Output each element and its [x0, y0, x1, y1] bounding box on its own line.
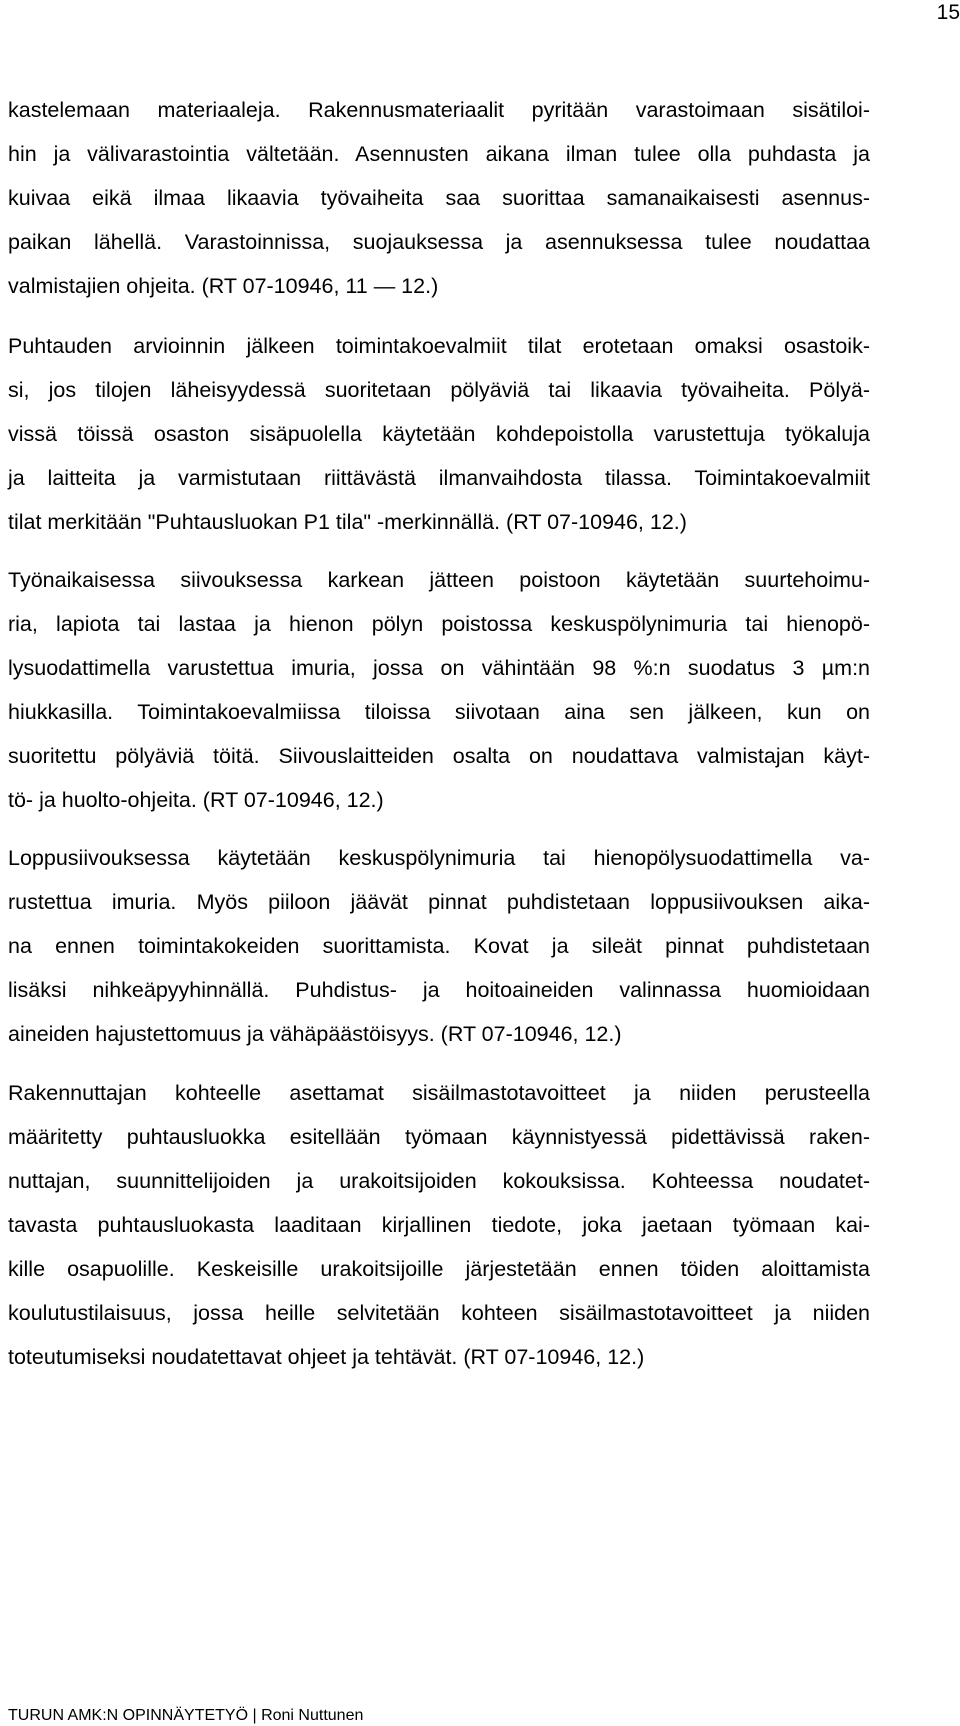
text-line: koulutustilaisuus, jossa heille selvitetään kohteen sisäilmastotavoitteet ja niiden	[8, 1301, 870, 1325]
text-line: Rakennuttajan kohteelle asettamat sisäilmastotavoitteet ja niiden perusteella	[8, 1081, 870, 1105]
page-number: 15	[936, 1, 960, 24]
text-line: toteutumiseksi noudatettavat ohjeet ja tehtävät. (RT 07-10946, 12.)	[8, 1345, 645, 1369]
text-line: tavasta puhtausluokasta laaditaan kirjallinen tiedote, joka jaetaan työmaan kai-	[8, 1213, 870, 1237]
text-line: valmistajien ohjeita. (RT 07-10946, 11 — 12.)	[8, 274, 439, 298]
text-line: suoritettu pölyäviä töitä. Siivouslaitteiden osalta on noudattava valmistajan käyt-	[8, 744, 870, 768]
text-line: kille osapuolille. Keskeisille urakoitsijoille järjestetään ennen töiden aloittamista	[8, 1257, 870, 1281]
text-line: ria, lapiota tai lastaa ja hienon pölyn poistossa keskuspölynimuria tai hienopö-	[8, 612, 870, 636]
text-line: tilat merkitään "Puhtausluokan P1 tila" -merkinnällä. (RT 07-10946, 12.)	[8, 510, 687, 534]
text-line: kuivaa eikä ilmaa likaavia työvaiheita saa suorittaa samanaikaisesti asennus-	[8, 186, 870, 210]
text-line: vissä töissä osaston sisäpuolella käytetään kohdepoistolla varustettuja työkaluja	[8, 422, 870, 446]
text-line: lisäksi nihkeäpyyhinnällä. Puhdistus- ja hoitoaineiden valinnassa huomioidaan	[8, 978, 870, 1002]
text-line: Puhtauden arvioinnin jälkeen toimintakoevalmiit tilat erotetaan omaksi osastoik-	[8, 334, 870, 358]
text-line: hin ja välivarastointia vältetään. Asennusten aikana ilman tulee olla puhdasta ja	[8, 142, 870, 166]
text-line: paikan lähellä. Varastoinnissa, suojauksessa ja asennuksessa tulee noudattaa	[8, 230, 870, 254]
text-line: Loppusiivouksessa käytetään keskuspölynimuria tai hienopölysuodattimella va-	[8, 846, 870, 870]
text-line: si, jos tilojen läheisyydessä suoritetaan pölyäviä tai likaavia työvaiheita. Pölyä-	[8, 378, 870, 402]
text-line: nuttajan, suunnittelijoiden ja urakoitsijoiden kokouksissa. Kohteessa noudatet-	[8, 1169, 870, 1193]
text-line: aineiden hajustettomuus ja vähäpäästöisyys. (RT 07-10946, 12.)	[8, 1022, 622, 1046]
text-line: rustettua imuria. Myös piiloon jäävät pinnat puhdistetaan loppusiivouksen aika-	[8, 890, 870, 914]
text-line: na ennen toimintakokeiden suorittamista. Kovat ja sileät pinnat puhdistetaan	[8, 934, 870, 958]
text-line: Työnaikaisessa siivouksessa karkean jätteen poistoon käytetään suurtehoimu-	[8, 568, 870, 592]
text-line: hiukkasilla. Toimintakoevalmiissa tiloissa siivotaan aina sen jälkeen, kun on	[8, 700, 870, 724]
text-line: lysuodattimella varustettua imuria, jossa on vähintään 98 %:n suodatus 3 µm:n	[8, 656, 870, 680]
footer: TURUN AMK:N OPINNÄYTETYÖ | Roni Nuttunen	[8, 1707, 364, 1724]
text-line: määritetty puhtausluokka esitellään työmaan käynnistyessä pidettävissä raken-	[8, 1125, 870, 1149]
text-line: ja laitteita ja varmistutaan riittävästä ilmanvaihdosta tilassa. Toimintakoevalmiit	[8, 466, 870, 490]
text-line: kastelemaan materiaaleja. Rakennusmateriaalit pyritään varastoimaan sisätiloi-	[8, 98, 870, 122]
text-line: tö- ja huolto-ohjeita. (RT 07-10946, 12.)	[8, 788, 384, 812]
